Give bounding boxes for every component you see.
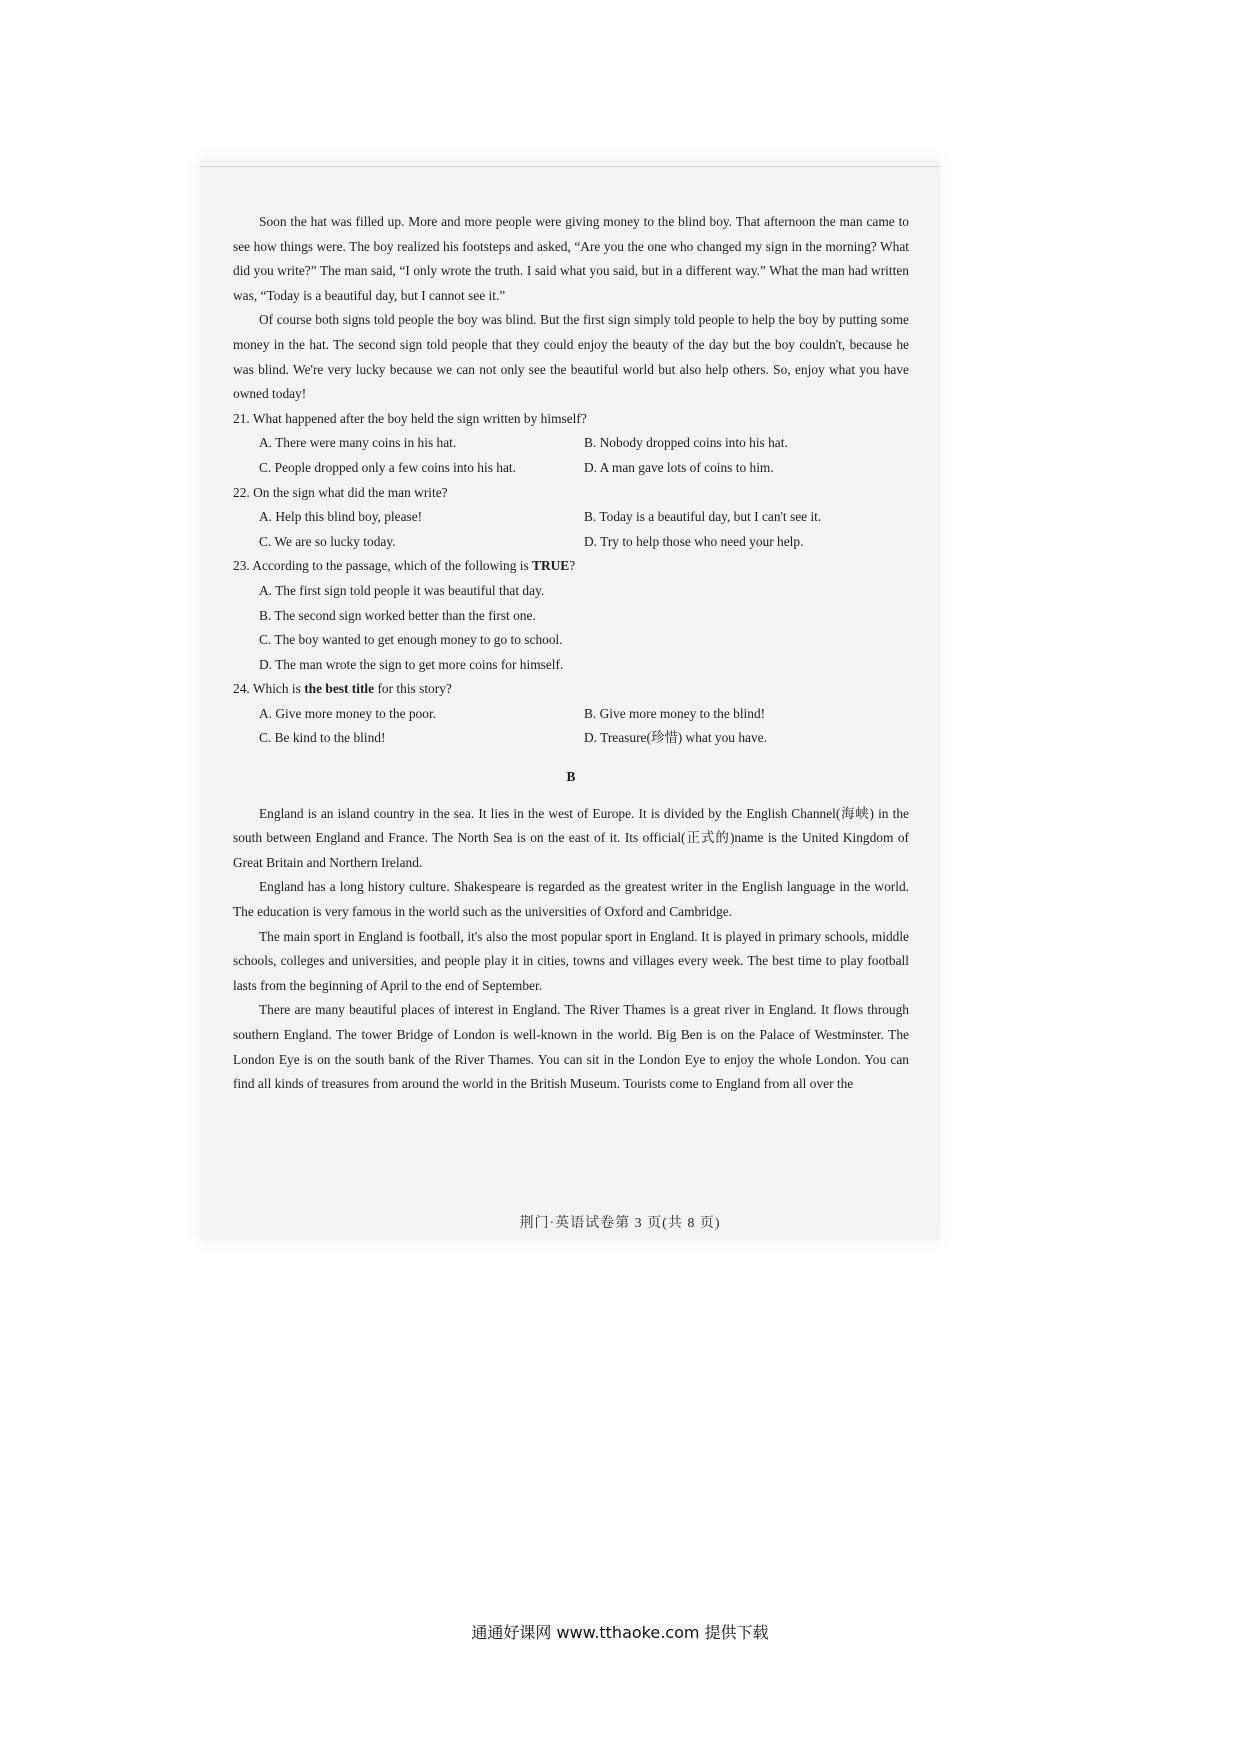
section-b-paragraph-1: England is an island country in the sea. It lies in the west of Europe. It is divided by the English Channel(海峡) in the south between England and France. The North Sea is on the east of it. Its official(正式的)name is the United Kingdom of Great Britain and Northern Ireland. xyxy=(233,805,909,870)
question-23-options xyxy=(233,579,909,677)
option-b: B. Nobody dropped coins into his hat. xyxy=(584,435,788,451)
question-number: 24. xyxy=(233,681,250,697)
question-22 xyxy=(233,481,909,506)
option-d: D. Treasure(珍惜) what you have. xyxy=(584,730,767,746)
question-21-options xyxy=(233,431,909,480)
question-stem: What happened after the boy held the sign written by himself? xyxy=(252,410,587,426)
passage-a-paragraph-2: Of course both signs told people the boy was blind. But the first sign simply told people to help the boy by putting some money in the hat. The second sign told people that they could enjoy the beauty of the day but the boy couldn't, because he was blind. We're very lucky because we can not only see the beautiful world but also help others. So, enjoy what you have owned today! xyxy=(233,312,909,402)
question-stem-end: for this story? xyxy=(374,681,452,697)
option-b: B. Give more money to the blind! xyxy=(584,705,766,721)
question-24 xyxy=(233,677,909,702)
page-content xyxy=(233,210,909,1097)
section-b-title: B xyxy=(566,769,576,785)
scan-top-edge xyxy=(200,166,940,167)
section-b-paragraph-4: There are many beautiful places of interest in England. The River Thames is a great river in England. It flows through southern England. The tower Bridge of London is well-known in the world. Big Ben is on the Palace of Westminster. The London Eye is on the south bank of the River Thames. You can sit in the London Eye to enjoy the whole London. You can find all kinds of treasures from around the world in the British Museum. Tourists come to England from all over the xyxy=(233,1002,909,1092)
option-c: C. The boy wanted to get enough money to go to school. xyxy=(259,632,563,648)
question-22-options xyxy=(233,505,909,554)
question-stem-start: According to the passage, which of the following is xyxy=(252,558,533,574)
question-23 xyxy=(233,554,909,579)
option-d: D. The man wrote the sign to get more coins for himself. xyxy=(259,656,564,672)
option-c: C. People dropped only a few coins into his hat. xyxy=(259,459,516,475)
question-stem-start: Which is xyxy=(252,681,305,697)
question-21 xyxy=(233,407,909,432)
option-a: A. There were many coins in his hat. xyxy=(259,435,457,451)
option-d: D. A man gave lots of coins to him. xyxy=(584,459,774,475)
option-b: B. Today is a beautiful day, but I can't see it. xyxy=(584,509,822,525)
option-a: A. Help this blind boy, please! xyxy=(259,509,423,525)
question-stem: On the sign what did the man write? xyxy=(253,484,448,500)
option-a: A. The first sign told people it was beautiful that day. xyxy=(259,582,545,598)
option-a: A. Give more money to the poor. xyxy=(259,705,437,721)
option-b: B. The second sign worked better than the first one. xyxy=(259,607,536,623)
download-note: 通通好课网 www.tthaoke.com 提供下载 xyxy=(471,1623,769,1642)
question-stem-emphasis: the best title xyxy=(304,681,375,697)
question-number: 21. xyxy=(233,410,250,426)
section-b-paragraph-3: The main sport in England is football, it's also the most popular sport in England. It is played in primary schools, middle schools, colleges and universities, and people play it in cities, towns and villages every week. The best time to play football lasts from the beginning of April to the end of September. xyxy=(233,928,909,993)
question-24-options xyxy=(233,702,909,751)
question-stem-emphasis: TRUE xyxy=(532,558,570,574)
question-number: 22. xyxy=(233,484,250,500)
question-number: 23. xyxy=(233,558,250,574)
option-c: C. Be kind to the blind! xyxy=(259,730,386,746)
option-d: D. Try to help those who need your help. xyxy=(584,533,804,549)
page-footer: 荆门·英语试卷第 3 页(共 8 页) xyxy=(519,1216,721,1231)
option-c: C. We are so lucky today. xyxy=(259,533,396,549)
section-b-paragraph-2: England has a long history culture. Shakespeare is regarded as the greatest writer in the English language in the world. The education is very famous in the world such as the universities of Oxford and Cambridge. xyxy=(233,879,909,920)
question-stem-end: ? xyxy=(569,558,576,574)
passage-a-paragraph-1: Soon the hat was filled up. More and more people were giving money to the blind boy. That afternoon the man came to see how things were. The boy realized his footsteps and asked, “Are you the one who changed my sign in the morning? What did you write?” The man said, “I only wrote the truth. I said what you said, but in a different way.” What the man had written was, “Today is a beautiful day, but I cannot see it.” xyxy=(233,214,909,303)
